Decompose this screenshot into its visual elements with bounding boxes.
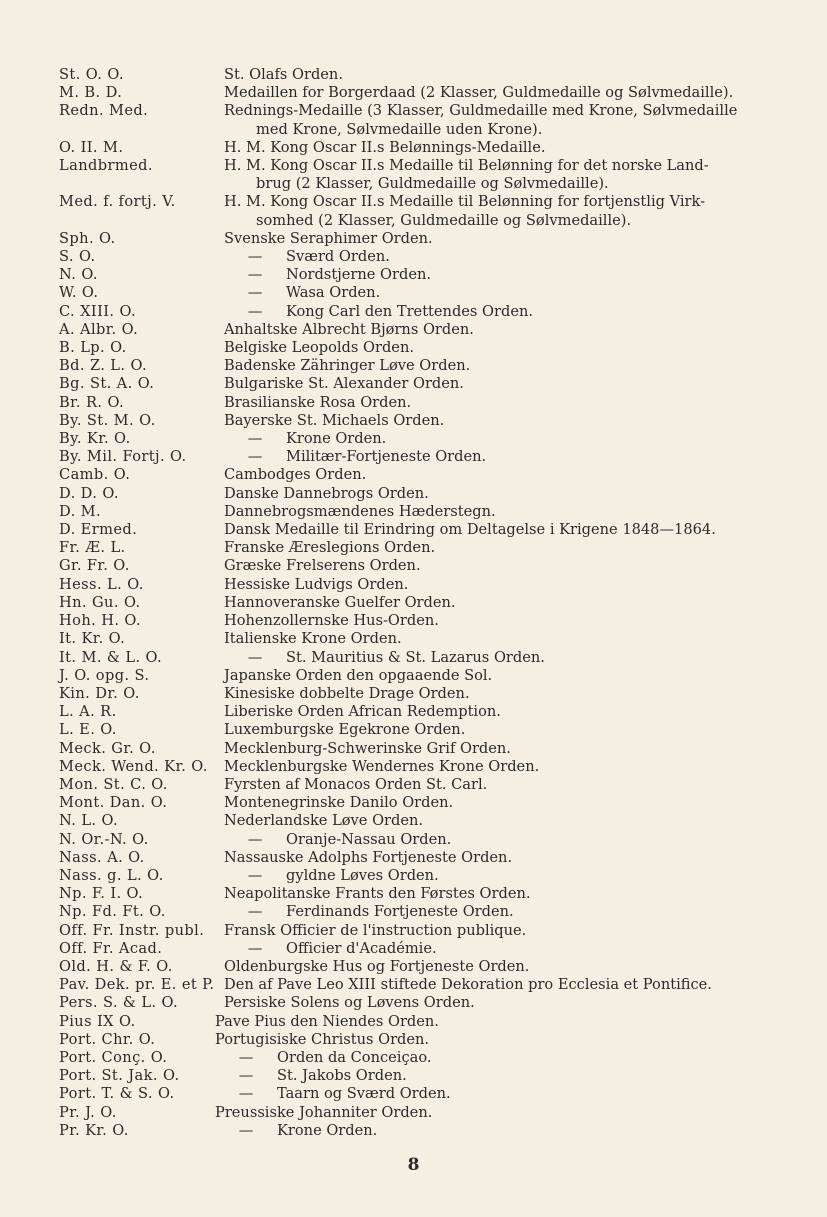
list-item <box>59 740 799 758</box>
entry-text: Wasa Orden. <box>286 284 381 302</box>
entry-abbreviation: Np. F. I. O. <box>59 885 144 903</box>
entry-text: Dansk Medaille til Erindring om Deltagelse i Krigene 1848—1864. <box>224 521 716 539</box>
entry-description <box>224 649 799 667</box>
list-item <box>59 448 799 466</box>
abbreviation-list <box>59 66 799 1140</box>
entry-abbreviation: Meck. Wend. Kr. O. <box>59 757 208 775</box>
entry-abbreviation: Bg. St. A. O. <box>59 375 155 393</box>
entry-text: Belgiske Leopolds Orden. <box>224 339 414 357</box>
entry-description <box>224 740 799 758</box>
entry-abbreviation: Nass. g. L. O. <box>59 866 164 884</box>
entry-description <box>224 139 799 157</box>
entry-description <box>215 1067 799 1085</box>
entry-text: Græske Frelserens Orden. <box>224 557 421 575</box>
entry-abbreviation: Mont. Dan. O. <box>59 794 168 812</box>
list-item <box>59 339 799 357</box>
entry-abbreviation: Port. Chr. O. <box>59 1030 156 1048</box>
entry-abbreviation: Pr. J. O. <box>59 1103 117 1121</box>
list-item <box>59 630 799 648</box>
entry-abbreviation: Br. R. O. <box>59 393 124 411</box>
entry-continuation: somhed (2 Klasser, Guldmedaille og Sølvmedaille). <box>256 211 632 229</box>
ditto-mark: — <box>238 1085 254 1103</box>
list-item <box>59 940 799 958</box>
list-item <box>59 193 799 229</box>
entry-text: Mecklenburg-Schwerinske Grif Orden. <box>224 739 511 757</box>
entry-description <box>224 594 799 612</box>
entry-abbreviation: Port. T. & S. O. <box>59 1085 175 1103</box>
entry-description <box>224 976 799 994</box>
entry-text: Kong Carl den Trettendes Orden. <box>286 302 534 320</box>
entry-description <box>224 266 799 284</box>
list-item <box>59 430 799 448</box>
list-item <box>59 139 799 157</box>
entry-abbreviation: Port. St. Jak. O. <box>59 1067 180 1085</box>
list-item <box>59 539 799 557</box>
list-item <box>59 230 799 248</box>
entry-text: St. Jakobs Orden. <box>277 1067 407 1085</box>
entry-description <box>224 503 799 521</box>
list-item <box>59 976 799 994</box>
entry-text: Portugisiske Christus Orden. <box>215 1030 430 1048</box>
entry-description <box>224 685 799 703</box>
entry-description <box>224 703 799 721</box>
entry-abbreviation: Sph. O. <box>59 229 116 247</box>
entry-text: Taarn og Sværd Orden. <box>277 1085 451 1103</box>
entry-abbreviation: Np. Fd. Ft. O. <box>59 903 166 921</box>
entry-text: Badenske Zähringer Løve Orden. <box>224 357 471 375</box>
entry-description <box>224 940 799 958</box>
list-item <box>59 594 799 612</box>
list-item <box>59 885 799 903</box>
entry-text: Franske Æreslegions Orden. <box>224 539 436 557</box>
list-item <box>59 466 799 484</box>
list-item <box>59 102 799 138</box>
entry-abbreviation: It. M. & L. O. <box>59 648 163 666</box>
entry-text: Krone Orden. <box>286 430 387 448</box>
list-item <box>59 1085 799 1103</box>
list-item <box>59 849 799 867</box>
entry-description <box>224 885 799 903</box>
list-item <box>59 485 799 503</box>
entry-description <box>224 539 799 557</box>
entry-text: Nassauske Adolphs Fortjeneste Orden. <box>224 848 513 866</box>
entry-abbreviation: Gr. Fr. O. <box>59 557 130 575</box>
entry-text: Militær-Fortjeneste Orden. <box>286 448 487 466</box>
entry-text: Bayerske St. Michaels Orden. <box>224 411 445 429</box>
list-item <box>59 685 799 703</box>
ditto-mark: — <box>238 1048 254 1066</box>
entry-text: Hohenzollernske Hus-Orden. <box>224 612 439 630</box>
entry-description <box>224 230 799 248</box>
entry-abbreviation: Bd. Z. L. O. <box>59 357 148 375</box>
entry-abbreviation: D. D. O. <box>59 484 119 502</box>
entry-abbreviation: By. Mil. Fortj. O. <box>59 448 187 466</box>
entry-description <box>215 1085 799 1103</box>
entry-abbreviation: Pr. Kr. O. <box>59 1121 129 1139</box>
entry-abbreviation: N. L. O. <box>59 812 119 830</box>
list-item <box>59 66 799 84</box>
entry-text: Rednings-Medaille (3 Klasser, Guldmedaille med Krone, Sølvmedaille <box>224 102 738 120</box>
list-item <box>59 321 799 339</box>
list-item <box>59 922 799 940</box>
entry-abbreviation: C. XIII. O. <box>59 302 137 320</box>
list-item <box>59 412 799 430</box>
list-item <box>59 867 799 885</box>
list-item <box>59 157 799 193</box>
list-item <box>59 394 799 412</box>
entry-abbreviation: Hess. L. O. <box>59 575 144 593</box>
entry-text: St. Olafs Orden. <box>224 66 343 83</box>
entry-description <box>224 412 799 430</box>
entry-text: Medaillen for Borgerdaad (2 Klasser, Guldmedaille og Sølvmedaille). <box>224 84 734 102</box>
entry-description <box>224 157 799 193</box>
entry-abbreviation: By. St. M. O. <box>59 411 156 429</box>
entry-description <box>224 576 799 594</box>
entry-text: Sværd Orden. <box>286 248 390 266</box>
entry-text: St. Mauritius & St. Lazarus Orden. <box>286 648 545 666</box>
entry-description <box>224 466 799 484</box>
entry-abbreviation: B. Lp. O. <box>59 339 127 357</box>
entry-text: Persiske Solens og Løvens Orden. <box>224 994 475 1012</box>
entry-abbreviation: N. O. <box>59 266 98 284</box>
entry-abbreviation: Hn. Gu. O. <box>59 593 141 611</box>
entry-description <box>224 812 799 830</box>
list-item <box>59 721 799 739</box>
list-item <box>59 1031 799 1049</box>
list-item <box>59 521 799 539</box>
list-item <box>59 758 799 776</box>
list-item <box>59 357 799 375</box>
entry-description <box>215 1031 799 1049</box>
entry-description <box>224 84 799 102</box>
entry-abbreviation: A. Albr. O. <box>59 320 139 338</box>
ditto-mark: — <box>247 302 263 320</box>
entry-abbreviation: J. O. opg. S. <box>59 666 150 684</box>
entry-abbreviation: St. O. O. <box>59 66 124 83</box>
list-item <box>59 994 799 1012</box>
entry-text: Dannebrogsmændenes Hæderstegn. <box>224 502 496 520</box>
list-item <box>59 1067 799 1085</box>
entry-description <box>224 776 799 794</box>
entry-text: Krone Orden. <box>277 1121 378 1139</box>
entry-description <box>224 102 799 138</box>
entry-continuation: brug (2 Klasser, Guldmedaille og Sølvmedaille). <box>256 175 609 193</box>
entry-abbreviation: D. M. <box>59 502 102 520</box>
list-item <box>59 958 799 976</box>
list-item <box>59 812 799 830</box>
ditto-mark: — <box>247 284 263 302</box>
entry-text: Svenske Seraphimer Orden. <box>224 229 433 247</box>
entry-description <box>224 867 799 885</box>
entry-abbreviation: Off. Fr. Instr. publ. <box>59 921 205 939</box>
ditto-mark: — <box>247 248 263 266</box>
list-item <box>59 612 799 630</box>
list-item <box>59 649 799 667</box>
ditto-mark: — <box>247 866 263 884</box>
page-number: 8 <box>407 1155 420 1175</box>
entry-text: Nederlandske Løve Orden. <box>224 812 424 830</box>
list-item <box>59 1049 799 1067</box>
list-item <box>59 266 799 284</box>
list-item <box>59 375 799 393</box>
entry-description <box>224 758 799 776</box>
entry-continuation: med Krone, Sølvmedaille uden Krone). <box>256 120 543 138</box>
entry-text: H. M. Kong Oscar II.s Belønnings-Medaille. <box>224 138 546 156</box>
entry-description <box>224 375 799 393</box>
entry-abbreviation: L. A. R. <box>59 703 117 721</box>
entry-abbreviation: Redn. Med. <box>59 102 149 120</box>
entry-text: Orden da Conceiçao. <box>277 1048 432 1066</box>
entry-text: Fransk Officier de l'instruction publique. <box>224 921 527 939</box>
ditto-mark: — <box>247 448 263 466</box>
entry-abbreviation: By. Kr. O. <box>59 430 131 448</box>
entry-description <box>224 193 799 229</box>
entry-description <box>215 1049 799 1067</box>
entry-description <box>215 1013 799 1031</box>
entry-text: Bulgariske St. Alexander Orden. <box>224 375 464 393</box>
entry-description <box>224 667 799 685</box>
entry-abbreviation: O. II. M. <box>59 138 124 156</box>
entry-abbreviation: W. O. <box>59 284 99 302</box>
ditto-mark: — <box>238 1121 254 1139</box>
entry-abbreviation: Camb. O. <box>59 466 131 484</box>
entry-text: Brasilianske Rosa Orden. <box>224 393 412 411</box>
ditto-mark: — <box>238 1067 254 1085</box>
list-item <box>59 303 799 321</box>
entry-description <box>224 831 799 849</box>
entry-abbreviation: N. Or.-N. O. <box>59 830 149 848</box>
ditto-mark: — <box>247 830 263 848</box>
entry-abbreviation: Old. H. & F. O. <box>59 957 173 975</box>
entry-text: Ferdinands Fortjeneste Orden. <box>286 903 514 921</box>
entry-abbreviation: Landbrmed. <box>59 157 153 175</box>
entry-description <box>224 994 799 1012</box>
entry-text: Hannoveranske Guelfer Orden. <box>224 593 456 611</box>
entry-text: Preussiske Johanniter Orden. <box>215 1103 433 1121</box>
entry-description <box>224 612 799 630</box>
entry-text: Neapolitanske Frants den Førstes Orden. <box>224 885 531 903</box>
list-item <box>59 576 799 594</box>
entry-abbreviation: Kin. Dr. O. <box>59 684 140 702</box>
entry-description <box>224 357 799 375</box>
list-item <box>59 1013 799 1031</box>
ditto-mark: — <box>247 939 263 957</box>
entry-text: Kinesiske dobbelte Drage Orden. <box>224 684 470 702</box>
entry-description <box>224 794 799 812</box>
list-item <box>59 831 799 849</box>
entry-abbreviation: L. E. O. <box>59 721 117 739</box>
list-item <box>59 1122 799 1140</box>
entry-text: Oldenburgske Hus og Fortjeneste Orden. <box>224 957 530 975</box>
list-item <box>59 903 799 921</box>
entry-abbreviation: M. B. D. <box>59 84 123 102</box>
entry-description <box>224 849 799 867</box>
entry-description <box>224 521 799 539</box>
entry-description <box>224 339 799 357</box>
entry-abbreviation: Pius IX O. <box>59 1012 136 1030</box>
entry-abbreviation: Nass. A. O. <box>59 848 145 866</box>
entry-text: Den af Pave Leo XIII stiftede Dekoration pro Ecclesia et Pontifice. <box>224 976 712 994</box>
entry-description <box>215 1104 799 1122</box>
list-item <box>59 503 799 521</box>
entry-text: Liberiske Orden African Redemption. <box>224 703 501 721</box>
entry-abbreviation: Fr. Æ. L. <box>59 539 126 557</box>
entry-description <box>224 248 799 266</box>
entry-abbreviation: S. O. <box>59 248 96 266</box>
list-item <box>59 794 799 812</box>
ditto-mark: — <box>247 648 263 666</box>
ditto-mark: — <box>247 430 263 448</box>
ditto-mark: — <box>247 903 263 921</box>
entry-abbreviation: It. Kr. O. <box>59 630 126 648</box>
entry-description <box>224 903 799 921</box>
entry-text: Pave Pius den Niendes Orden. <box>215 1012 439 1030</box>
list-item <box>59 284 799 302</box>
entry-text: Officier d'Académie. <box>286 939 437 957</box>
entry-text: Fyrsten af Monacos Orden St. Carl. <box>224 775 488 793</box>
entry-description <box>224 430 799 448</box>
entry-text: Anhaltske Albrecht Bjørns Orden. <box>224 320 474 338</box>
entry-description <box>224 958 799 976</box>
entry-description <box>224 394 799 412</box>
entry-abbreviation: Mon. St. C. O. <box>59 775 168 793</box>
entry-text: H. M. Kong Oscar II.s Medaille til Belønning for det norske Land- <box>224 157 709 175</box>
entry-text: Cambodges Orden. <box>224 466 367 484</box>
entry-text: H. M. Kong Oscar II.s Medaille til Belønning for fortjenstlig Virk- <box>224 193 706 211</box>
entry-abbreviation: D. Ermed. <box>59 521 138 539</box>
list-item <box>59 557 799 575</box>
entry-text: Luxemburgske Egekrone Orden. <box>224 721 466 739</box>
entry-abbreviation: Meck. Gr. O. <box>59 739 156 757</box>
entry-text: Japanske Orden den opgaaende Sol. <box>224 666 493 684</box>
entry-text: Nordstjerne Orden. <box>286 266 431 284</box>
ditto-mark: — <box>247 266 263 284</box>
entry-text: Oranje-Nassau Orden. <box>286 830 452 848</box>
entry-text: Hessiske Ludvigs Orden. <box>224 575 409 593</box>
entry-description <box>224 284 799 302</box>
entry-text: gyldne Løves Orden. <box>286 866 439 884</box>
entry-text: Mecklenburgske Wendernes Krone Orden. <box>224 757 540 775</box>
entry-abbreviation: Port. Conç. O. <box>59 1048 168 1066</box>
entry-abbreviation: Pers. S. & L. O. <box>59 994 179 1012</box>
list-item <box>59 776 799 794</box>
entry-text: Italienske Krone Orden. <box>224 630 402 648</box>
entry-description <box>224 721 799 739</box>
entry-text: Danske Dannebrogs Orden. <box>224 484 429 502</box>
entry-description <box>224 448 799 466</box>
entry-abbreviation: Pav. Dek. pr. E. et P. <box>59 976 215 994</box>
list-item <box>59 84 799 102</box>
entry-text: Montenegrinske Danilo Orden. <box>224 794 454 812</box>
entry-description <box>224 485 799 503</box>
entry-abbreviation: Off. Fr. Acad. <box>59 939 163 957</box>
entry-description <box>224 303 799 321</box>
entry-description <box>224 557 799 575</box>
entry-abbreviation: Med. f. fortj. V. <box>59 193 176 211</box>
entry-description <box>215 1122 799 1140</box>
list-item <box>59 248 799 266</box>
entry-abbreviation: Hoh. H. O. <box>59 612 141 630</box>
entry-description <box>224 321 799 339</box>
entry-description <box>224 922 799 940</box>
list-item <box>59 703 799 721</box>
list-item <box>59 667 799 685</box>
entry-description <box>224 66 799 84</box>
entry-description <box>224 630 799 648</box>
list-item <box>59 1104 799 1122</box>
